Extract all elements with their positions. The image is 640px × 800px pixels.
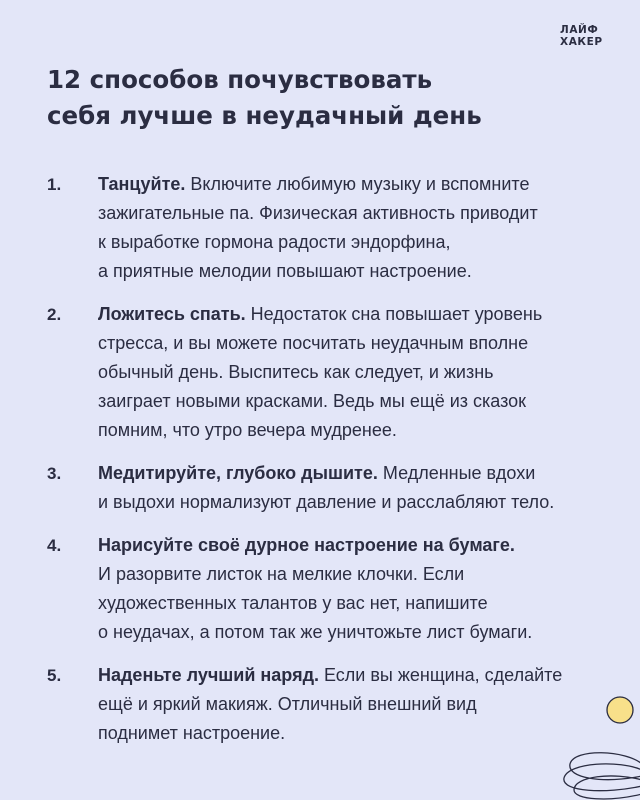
list-item	[47, 459, 607, 517]
scribble-icon	[564, 753, 640, 799]
list-item-line: стресса, и вы можете посчитать неудачным вполне	[98, 333, 529, 353]
list-item-first-line	[98, 531, 607, 560]
list-item-number: 4.	[47, 536, 62, 555]
list-item-line: о неудачах, а потом так же уничтожьте лист бумаги.	[98, 622, 533, 642]
list-item	[47, 170, 607, 286]
list-item-lead: Недостаток сна повышает уровень	[245, 304, 543, 324]
brand-logo-line-2: ХАКЕР	[560, 36, 603, 48]
scribble-decoration	[530, 690, 640, 800]
list-item-text	[98, 300, 607, 445]
list-item-line: обычный день. Выспитесь как следует, и жизнь	[98, 362, 494, 382]
list-item	[47, 661, 607, 748]
list-item-line: заиграет новыми красками. Ведь мы ещё из сказок	[98, 391, 527, 411]
list-item-heading: Танцуйте.	[98, 174, 186, 194]
sun-icon	[607, 697, 633, 723]
page-title	[47, 62, 567, 134]
list-item-heading: Наденьте лучший наряд.	[98, 665, 319, 685]
list-item-first-line	[98, 300, 607, 329]
list-item-lead: Включите любимую музыку и вспомните	[185, 174, 530, 194]
list-item-line: И разорвите листок на мелкие клочки. Если	[98, 564, 465, 584]
list-item-line: а приятные мелодии повышают настроение.	[98, 261, 472, 281]
list-item-line: поднимет настроение.	[98, 723, 286, 743]
list-item	[47, 300, 607, 445]
list-item-line: зажигательные па. Физическая активность приводит	[98, 203, 538, 223]
list-item-line: и выдохи нормализуют давление и расслабляют тело.	[98, 492, 555, 512]
list-item-text	[98, 459, 607, 517]
list-item-line: к выработке гормона радости эндорфина,	[98, 232, 451, 252]
list-item-first-line	[98, 661, 607, 690]
list-item-text	[98, 531, 607, 647]
page-title-line-2: себя лучше в неудачный день	[47, 101, 482, 130]
list-item-line: художественных талантов у вас нет, напишите	[98, 593, 488, 613]
list-item-number: 5.	[47, 666, 62, 685]
brand-logo-line-1: ЛАЙФ	[560, 24, 599, 36]
list-item-heading: Нарисуйте своё дурное настроение на бумаге.	[98, 535, 515, 555]
list-item	[47, 531, 607, 647]
list-item-number: 1.	[47, 175, 62, 194]
list-item-heading: Медитируйте, глубоко дышите.	[98, 463, 378, 483]
tips-list	[47, 170, 607, 762]
list-item-line: помним, что утро вечера мудренее.	[98, 420, 397, 440]
page-title-line-1: 12 способов почувствовать	[47, 65, 433, 94]
list-item-first-line	[98, 459, 607, 488]
list-item-number: 2.	[47, 305, 62, 324]
list-item-number: 3.	[47, 464, 62, 483]
list-item-line: ещё и яркий макияж. Отличный внешний вид	[98, 694, 477, 714]
list-item-heading: Ложитесь спать.	[98, 304, 246, 324]
list-item-lead: Если вы женщина, сделайте	[319, 665, 563, 685]
list-item-lead: Медленные вдохи	[377, 463, 536, 483]
list-item-text	[98, 170, 607, 286]
list-item-first-line	[98, 170, 607, 199]
brand-logo	[560, 24, 612, 48]
